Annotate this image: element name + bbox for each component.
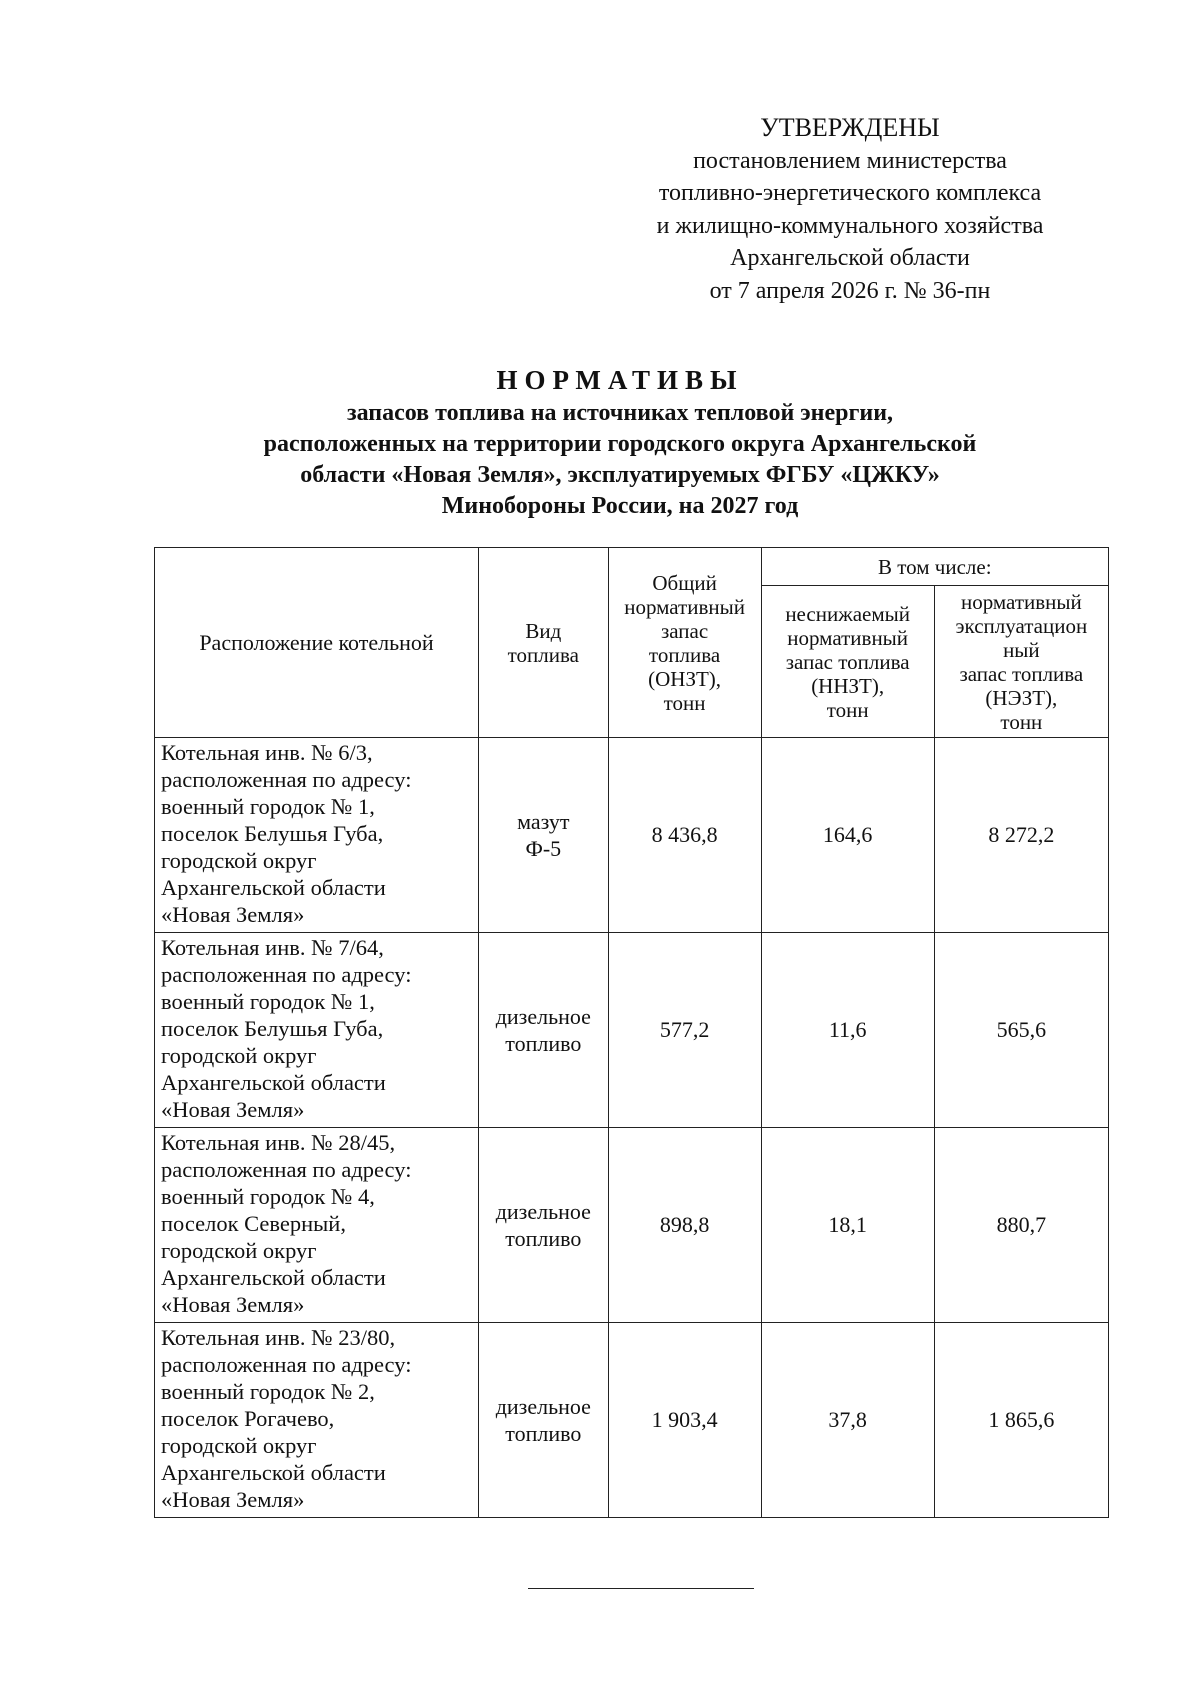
table-row bbox=[155, 933, 1109, 1128]
cell-nnzt: 18,1 bbox=[761, 1128, 934, 1323]
cell-fuel-type: дизельное топливо bbox=[479, 1323, 609, 1518]
header-location: Расположение котельной bbox=[155, 548, 479, 738]
header-total-reserve: Общий нормативный запас топлива (ОНЗТ), тонн bbox=[608, 548, 761, 738]
approval-title: УТВЕРЖДЕНЫ bbox=[760, 113, 940, 142]
cell-nnzt: 37,8 bbox=[761, 1323, 934, 1518]
cell-location: Котельная инв. № 23/80, расположенная по адресу: военный городок № 2, поселок Рогачево, городской округ Архангельской области «Новая Земля» bbox=[155, 1323, 479, 1518]
cell-nnzt: 11,6 bbox=[761, 933, 934, 1128]
cell-fuel-type: мазут Ф-5 bbox=[479, 738, 609, 933]
approval-line: и жилищно-коммунального хозяйства bbox=[656, 212, 1044, 239]
cell-location: Котельная инв. № 6/3, расположенная по адресу: военный городок № 1, поселок Белушья Губа, городской округ Архангельской области «Новая Земля» bbox=[155, 738, 479, 933]
cell-total: 577,2 bbox=[608, 933, 761, 1128]
table-row bbox=[155, 738, 1109, 933]
cell-nezt: 565,6 bbox=[934, 933, 1108, 1128]
header-fuel-type: Вид топлива bbox=[479, 548, 609, 738]
cell-nezt: 1 865,6 bbox=[934, 1323, 1108, 1518]
document-title: НОРМАТИВЫ bbox=[496, 365, 744, 395]
header-nezt: нормативный эксплуатацион ный запас топлива (НЭЗТ), тонн bbox=[934, 586, 1108, 738]
cell-total: 8 436,8 bbox=[608, 738, 761, 933]
header-nnzt: неснижаемый нормативный запас топлива (ННЗТ), тонн bbox=[761, 586, 934, 738]
document-subtitle-line: Минобороны России, на 2027 год bbox=[441, 493, 799, 519]
approval-line: от 7 апреля 2026 г. № 36-пн bbox=[709, 277, 991, 304]
cell-total: 1 903,4 bbox=[608, 1323, 761, 1518]
approval-line: топливно-энергетического комплекса bbox=[658, 180, 1042, 206]
cell-nezt: 8 272,2 bbox=[934, 738, 1108, 933]
header-including: В том числе: bbox=[761, 548, 1108, 586]
cell-total: 898,8 bbox=[608, 1128, 761, 1323]
cell-nnzt: 164,6 bbox=[761, 738, 934, 933]
approval-line: Архангельской области bbox=[730, 245, 970, 271]
document-subtitle-line: запасов топлива на источниках тепловой энергии, bbox=[346, 400, 894, 426]
document-subtitle-line: расположенных на территории городского округа Архангельской bbox=[263, 431, 977, 457]
document-subtitle-line: области «Новая Земля», эксплуатируемых ФГБУ «ЦЖКУ» bbox=[300, 462, 940, 488]
cell-fuel-type: дизельное топливо bbox=[479, 933, 609, 1128]
approval-block bbox=[610, 112, 1090, 307]
fuel-norms-table bbox=[154, 547, 1109, 1518]
cell-fuel-type: дизельное топливо bbox=[479, 1128, 609, 1323]
table-row bbox=[155, 1128, 1109, 1323]
table-row bbox=[155, 1323, 1109, 1518]
cell-location: Котельная инв. № 7/64, расположенная по адресу: военный городок № 1, поселок Белушья Губа, городской округ Архангельской области «Новая Земля» bbox=[155, 933, 479, 1128]
document-heading bbox=[150, 362, 1090, 522]
cell-nezt: 880,7 bbox=[934, 1128, 1108, 1323]
end-of-document-rule bbox=[528, 1588, 754, 1589]
cell-location: Котельная инв. № 28/45, расположенная по адресу: военный городок № 4, поселок Северный, городской округ Архангельской области «Новая Земля» bbox=[155, 1128, 479, 1323]
approval-line: постановлением министерства bbox=[693, 147, 1007, 174]
